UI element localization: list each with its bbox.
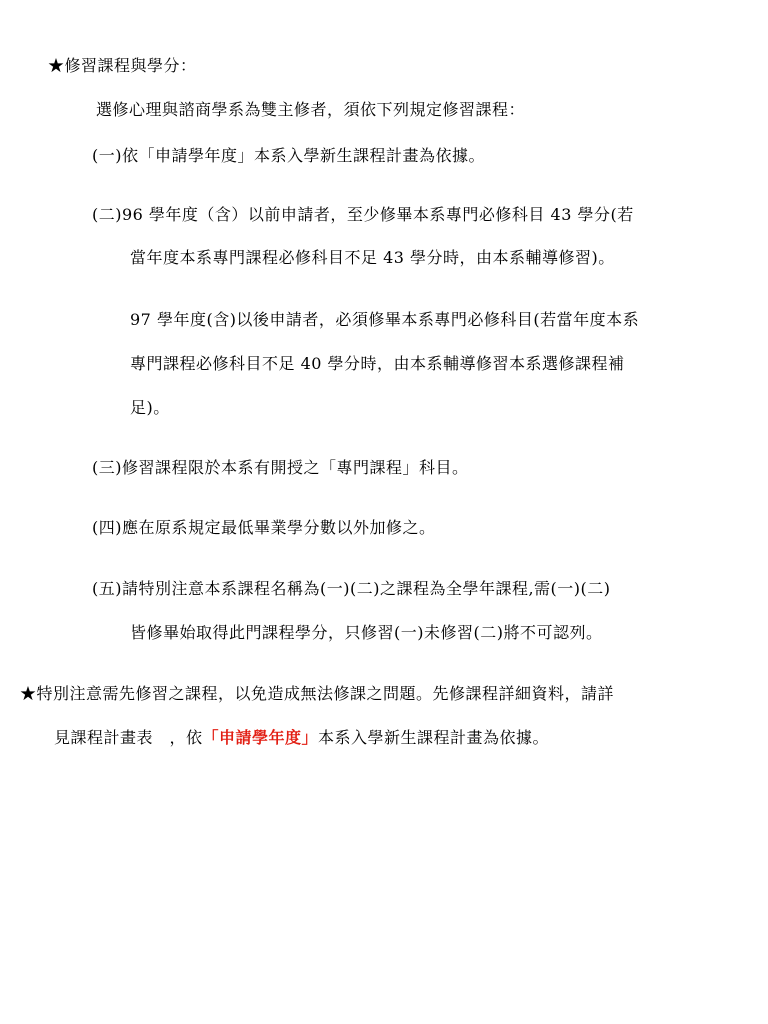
rule-item-1: (一)依「申請學年度」本系入學新生課程計畫為依據。 (92, 146, 485, 165)
prerequisite-notice-suffix: 本系入學新生課程計畫為依據。 (318, 728, 550, 747)
rule-item-2b-line-1: 97 學年度(含)以後申請者，必須修畢本系專門必修科目(若當年度本系 (130, 310, 640, 329)
section-heading-courses-credits: ★修習課程與學分： (48, 56, 197, 75)
rule-item-2-line-1: (二)96 學年度（含）以前申請者，至少修畢本系專門必修科目 43 學分(若 (92, 205, 634, 224)
rule-item-4: (四)應在原系規定最低畢業學分數以外加修之。 (92, 518, 436, 537)
prerequisite-notice-prefix: 見課程計畫表 ，依 (54, 728, 203, 747)
rule-item-5-line-2: 皆修畢始取得此門課程學分，只修習(一)未修習(二)將不可認列。 (130, 623, 603, 642)
rule-item-5-line-1: (五)請特別注意本系課程名稱為(一)(二)之課程為全學年課程,需(一)(二) (92, 579, 611, 598)
intro-paragraph: 選修心理與諮商學系為雙主修者，須依下列規定修習課程： (96, 100, 526, 119)
application-year-highlight: 「申請學年度」 (202, 728, 319, 747)
prerequisite-notice-line-1: ★特別注意需先修習之課程，以免造成無法修課之問題。先修課程詳細資料，請詳 (20, 684, 615, 703)
rule-item-3: (三)修習課程限於本系有開授之「專門課程」科目。 (92, 458, 469, 477)
rule-item-2b-line-3: 足)。 (130, 398, 170, 417)
rule-item-2-line-2: 當年度本系專門課程必修科目不足 43 學分時，由本系輔導修習)。 (130, 248, 615, 267)
prerequisite-notice-line-2 (54, 728, 549, 748)
rule-item-2b-line-2: 專門課程必修科目不足 40 學分時，由本系輔導修習本系選修課程補 (130, 354, 625, 373)
